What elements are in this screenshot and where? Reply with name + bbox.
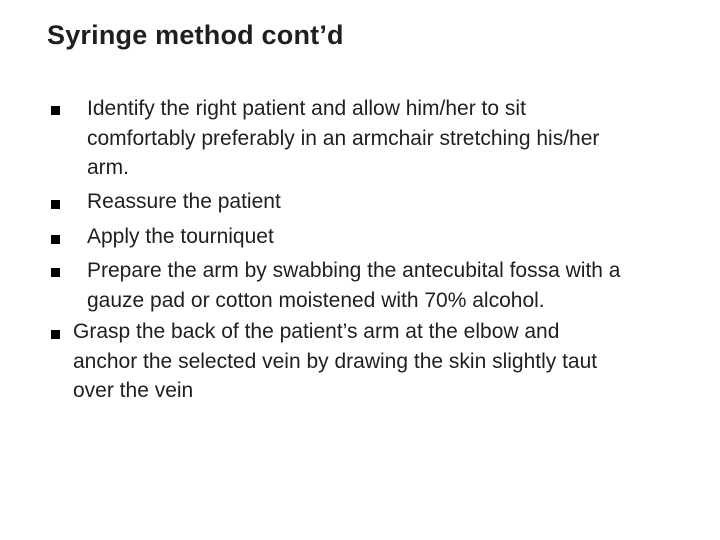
square-bullet-icon (51, 330, 60, 339)
slide-title: Syringe method cont’d (47, 20, 344, 50)
bullet-line: comfortably preferably in an armchair stretching his/her (87, 126, 600, 150)
square-bullet-icon (51, 106, 60, 115)
bullet-text (87, 187, 687, 217)
square-bullet-icon (51, 200, 60, 209)
bullet-line: Apply the tourniquet (87, 225, 274, 248)
bullet-line: Identify the right patient and allow him/her to sit (87, 97, 526, 120)
bullet-line: gauze pad or cotton moistened with 70% alcohol. (87, 288, 545, 312)
bullet-line: anchor the selected vein by drawing the skin slightly taut (73, 349, 598, 373)
bullet-text (87, 222, 687, 252)
bullet-text (73, 317, 693, 406)
bullet-text (87, 94, 687, 183)
bullet-line: Reassure the patient (87, 190, 281, 213)
bullet-line: arm. (87, 156, 129, 179)
bullet-text (87, 256, 707, 315)
square-bullet-icon (51, 235, 60, 244)
bullet-line: Grasp the back of the patient’s arm at the elbow and (73, 320, 560, 343)
bullet-line: over the vein (73, 379, 194, 402)
square-bullet-icon (51, 268, 60, 277)
bullet-line: Prepare the arm by swabbing the antecubital fossa with a (87, 259, 621, 282)
